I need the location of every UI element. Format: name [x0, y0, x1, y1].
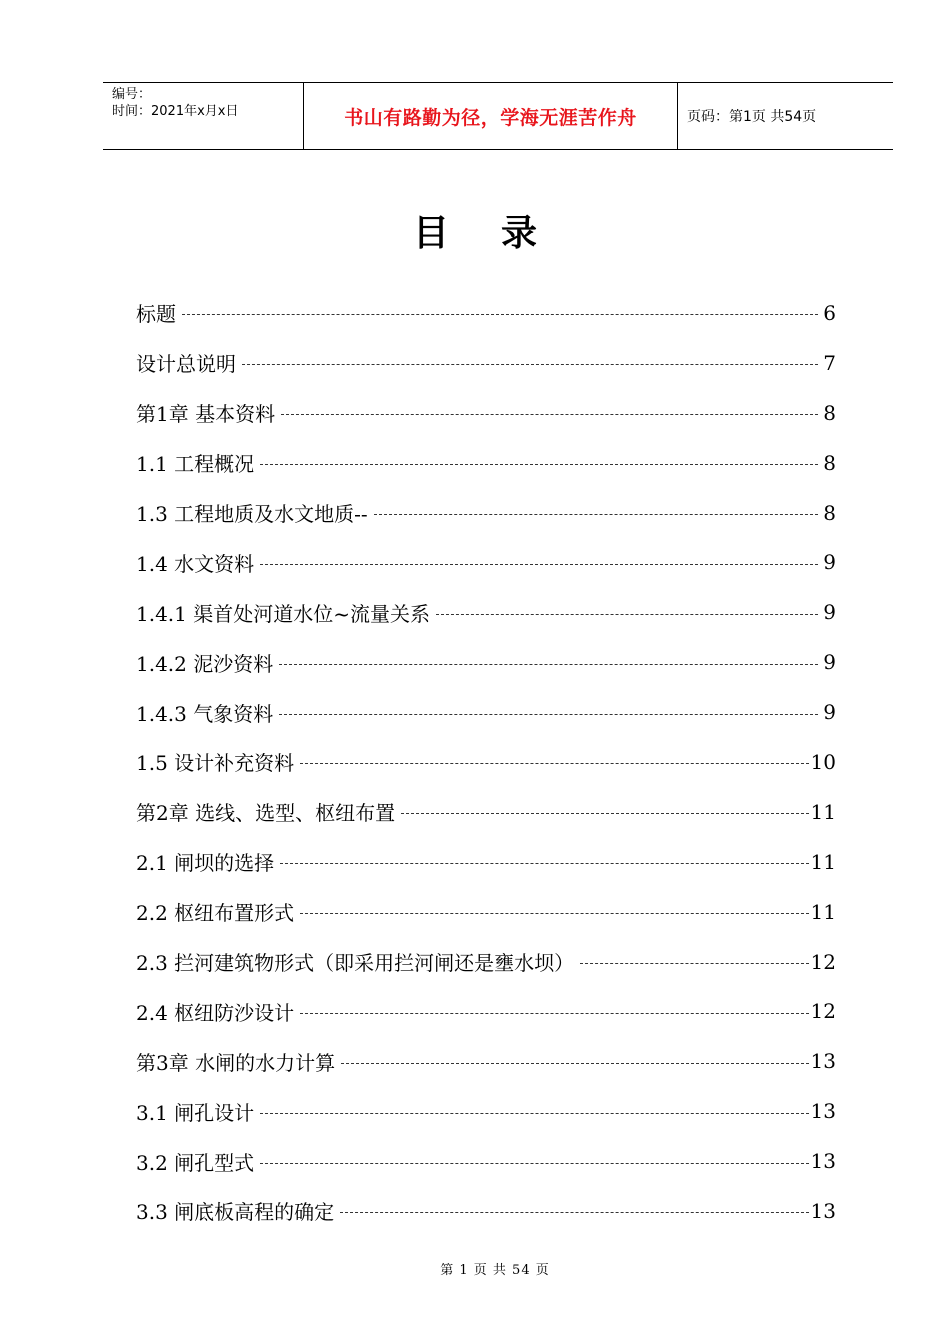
toc-entry[interactable]: [136, 887, 836, 937]
toc-leader-dashes: [436, 614, 818, 615]
toc-entry-page: 8: [823, 450, 836, 475]
toc-leader-dashes: [300, 763, 808, 764]
toc-entry-label: 2.3 拦河建筑物形式（即采用拦河闸还是壅水坝）: [136, 951, 575, 976]
doc-number-label: 编号：: [112, 87, 152, 102]
toc-entry[interactable]: [136, 1086, 836, 1136]
toc-entry-label: 2.2 枢纽布置形式: [136, 901, 295, 926]
toc-entry[interactable]: [136, 388, 836, 438]
toc-entry[interactable]: [136, 787, 836, 837]
toc-entry-page: 8: [823, 500, 836, 525]
toc-entry-page: 12: [810, 999, 836, 1024]
toc-entry[interactable]: [136, 1036, 836, 1086]
toc-entry-label: 1.3 工程地质及水文地质--: [136, 502, 368, 526]
toc-entry[interactable]: [136, 338, 836, 388]
toc-entry-label: 1.5 设计补充资料: [136, 751, 295, 776]
toc-entry-page: 11: [810, 849, 836, 874]
toc-leader-dashes: [281, 414, 818, 415]
toc-entry-label: 2.1 闸坝的选择: [136, 851, 275, 876]
toc-leader-dashes: [374, 514, 818, 515]
toc-entry-page: 9: [823, 700, 836, 725]
toc-entry[interactable]: [136, 986, 836, 1036]
toc-entry-label: 1.4.1 渠首处河道水位~流量关系: [136, 601, 431, 626]
table-of-contents: [136, 288, 836, 1236]
toc-leader-dashes: [279, 714, 818, 715]
toc-entry-label: 第1章 基本资料: [136, 402, 276, 427]
toc-leader-dashes: [341, 1063, 808, 1064]
toc-entry-page: 12: [810, 949, 836, 974]
toc-entry-label: 1.4 水文资料: [136, 551, 255, 576]
toc-entry[interactable]: [136, 438, 836, 488]
toc-leader-dashes: [242, 364, 818, 365]
toc-entry[interactable]: [136, 687, 836, 737]
toc-leader-dashes: [260, 564, 818, 565]
toc-entry[interactable]: [136, 1136, 836, 1186]
toc-leader-dashes: [300, 913, 808, 914]
doc-date-label: 时间：2021年x月x日: [112, 104, 239, 119]
toc-entry[interactable]: [136, 587, 836, 637]
toc-entry[interactable]: [136, 637, 836, 687]
toc-entry-label: 设计总说明: [136, 352, 236, 377]
toc-entry-page: 6: [823, 300, 836, 325]
toc-leader-dashes: [580, 963, 808, 964]
toc-entry-page: 13: [810, 1049, 836, 1074]
header-meta-cell: [103, 83, 304, 149]
toc-entry-page: 13: [810, 1099, 836, 1124]
toc-leader-dashes: [260, 1163, 808, 1164]
toc-entry-label: 1.1 工程概况: [136, 452, 255, 477]
toc-entry[interactable]: [136, 737, 836, 787]
toc-leader-dashes: [279, 664, 818, 665]
toc-entry-label: 1.4.2 泥沙资料: [136, 651, 274, 676]
toc-leader-dashes: [340, 1212, 808, 1213]
toc-entry-label: 1.4.3 气象资料: [136, 701, 274, 726]
toc-entry-page: 10: [810, 749, 836, 774]
toc-entry-page: 9: [823, 550, 836, 575]
toc-entry[interactable]: [136, 537, 836, 587]
page-footer: 第 1 页 共 54 页: [440, 1263, 550, 1278]
toc-entry-label: 3.1 闸孔设计: [136, 1100, 255, 1125]
toc-entry-page: 8: [823, 400, 836, 425]
toc-leader-dashes: [260, 1113, 808, 1114]
toc-entry[interactable]: [136, 288, 836, 338]
toc-entry-page: 11: [810, 799, 836, 824]
toc-entry-page: 9: [823, 600, 836, 625]
toc-entry-label: 3.2 闸孔型式: [136, 1150, 255, 1175]
toc-entry-page: 11: [810, 899, 836, 924]
toc-leader-dashes: [260, 464, 818, 465]
toc-leader-dashes: [280, 863, 808, 864]
toc-leader-dashes: [300, 1013, 808, 1014]
toc-title: 目录: [412, 213, 589, 254]
toc-entry-page: 7: [823, 350, 836, 375]
toc-leader-dashes: [182, 314, 818, 315]
header-motto: 书山有路勤为径，学海无涯苦作舟: [304, 83, 678, 149]
toc-entry-page: 13: [810, 1198, 836, 1223]
toc-entry[interactable]: [136, 488, 836, 538]
toc-entry[interactable]: [136, 937, 836, 987]
toc-entry-label: 第2章 选线、选型、枢纽布置: [136, 801, 396, 826]
header-page-info: 页码：第1页 共54页: [687, 109, 817, 125]
toc-entry-label: 标题: [136, 302, 176, 327]
page-header: [103, 82, 893, 150]
toc-entry-label: 2.4 枢纽防沙设计: [136, 1000, 295, 1025]
toc-entry-label: 3.3 闸底板高程的确定: [136, 1200, 335, 1225]
toc-entry[interactable]: [136, 837, 836, 887]
toc-entry-page: 9: [823, 650, 836, 675]
toc-leader-dashes: [401, 813, 808, 814]
toc-entry-label: 第3章 水闸的水力计算: [136, 1050, 336, 1075]
toc-entry-page: 13: [810, 1149, 836, 1174]
toc-entry[interactable]: [136, 1186, 836, 1236]
